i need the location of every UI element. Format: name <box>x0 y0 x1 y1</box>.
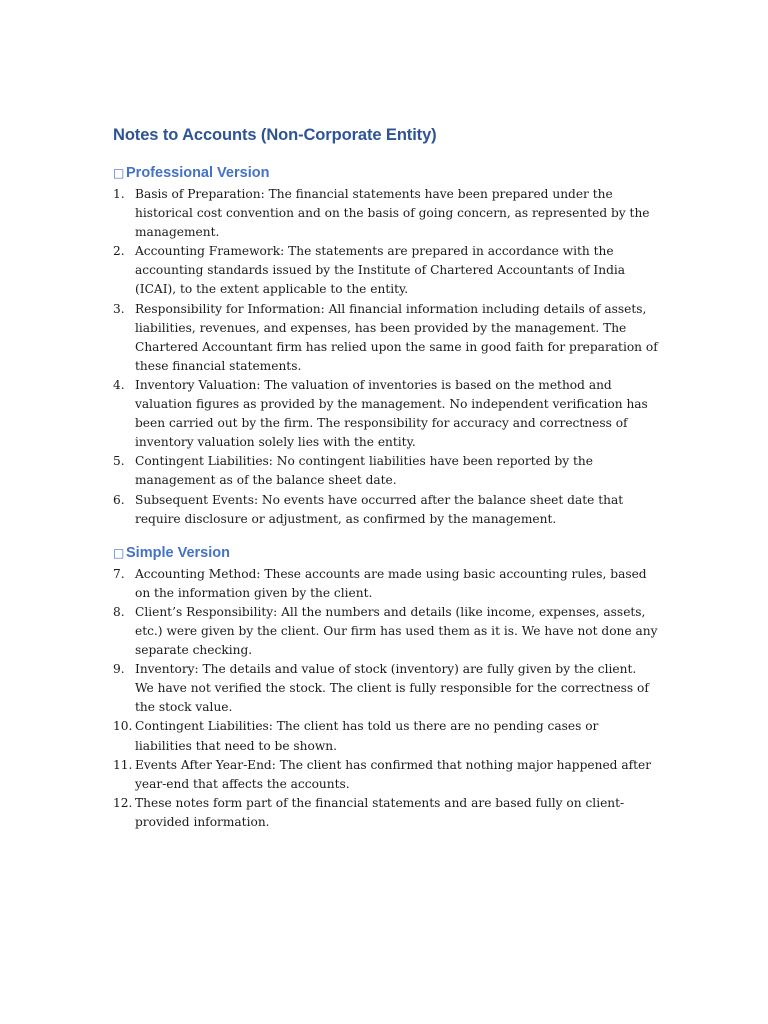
check-icon: □ <box>113 166 125 180</box>
document-page <box>113 124 658 832</box>
list-item <box>113 565 658 603</box>
item-number: 3. <box>113 301 125 316</box>
item-text: Basis of Preparation: The financial statements have been prepared under the historical cost convention and on the basis of going concern, as represented by the management. <box>135 187 650 240</box>
item-number: 7. <box>113 566 125 581</box>
item-number: 5. <box>113 454 125 469</box>
item-text: Contingent Liabilities: The client has told us there are no pending cases or liabilities that need to be shown. <box>135 719 599 753</box>
list-item <box>113 300 658 376</box>
document-title: Notes to Accounts (Non-Corporate Entity) <box>113 126 437 144</box>
item-text: Responsibility for Information: All financial information including details of assets, liabilities, revenues, and expenses, has been provided by the management. The Chartered Accountant firm has relied upon the same in good faith for preparation of these financial statements. <box>135 301 658 373</box>
item-number: 1. <box>113 187 125 201</box>
list-item <box>113 794 658 832</box>
item-text: Inventory: The details and value of stock (inventory) are fully given by the client. We have not verified the stock. The client is fully responsible for the correctness of the stock value. <box>135 662 649 715</box>
item-text: Accounting Framework: The statements are prepared in accordance with the accounting standards issued by the Institute of Chartered Accountants of India (ICAI), to the extent applicable to the entity. <box>135 244 626 297</box>
section-heading-label: Simple Version <box>126 544 230 561</box>
list-item <box>113 185 658 242</box>
section-professional-version <box>113 163 658 529</box>
list-item <box>113 660 658 717</box>
item-text: Inventory Valuation: The valuation of inventories is based on the method and valuation figures as provided by the management. No independent verification has been carried out by the firm. The responsibility for accuracy and correctness of inventory valuation solely lies with the entity. <box>135 377 648 450</box>
item-text: Client’s Responsibility: All the numbers and details (like income, expenses, assets, etc.) were given by the client. Our firm has used them as it is. We have not done any separate checking. <box>135 604 658 658</box>
check-icon: □ <box>113 545 125 560</box>
section-heading-label: Professional Version <box>126 165 270 181</box>
list-item <box>113 717 658 755</box>
list-item <box>113 376 658 452</box>
list-item <box>113 491 658 529</box>
notes-list-simple <box>113 565 658 832</box>
item-number: 6. <box>113 492 125 507</box>
item-number: 9. <box>113 662 125 677</box>
item-number: 2. <box>113 244 125 259</box>
item-number: 10. <box>113 719 133 734</box>
list-item <box>113 452 658 490</box>
section-spacer <box>113 529 658 543</box>
item-number: 4. <box>113 377 125 392</box>
item-number: 8. <box>113 604 125 619</box>
section-simple-version <box>113 543 658 832</box>
item-number: 11. <box>113 757 133 772</box>
section-heading-professional <box>113 163 658 183</box>
item-text: Subsequent Events: No events have occurred after the balance sheet date that require disclosure or adjustment, as confirmed by the management. <box>135 492 624 526</box>
notes-list-professional <box>113 185 658 529</box>
item-text: Accounting Method: These accounts are made using basic accounting rules, based on the information given by the client. <box>135 566 647 600</box>
item-text: These notes form part of the financial statements and are based fully on client-provided information. <box>135 795 625 829</box>
list-item <box>113 756 658 794</box>
item-number: 12. <box>113 795 133 810</box>
item-text: Contingent Liabilities: No contingent liabilities have been reported by the management as of the balance sheet date. <box>135 454 593 488</box>
section-heading-simple <box>113 543 658 563</box>
item-text: Events After Year-End: The client has confirmed that nothing major happened after year-end that affects the accounts. <box>135 757 652 791</box>
list-item <box>113 603 658 660</box>
list-item <box>113 242 658 299</box>
